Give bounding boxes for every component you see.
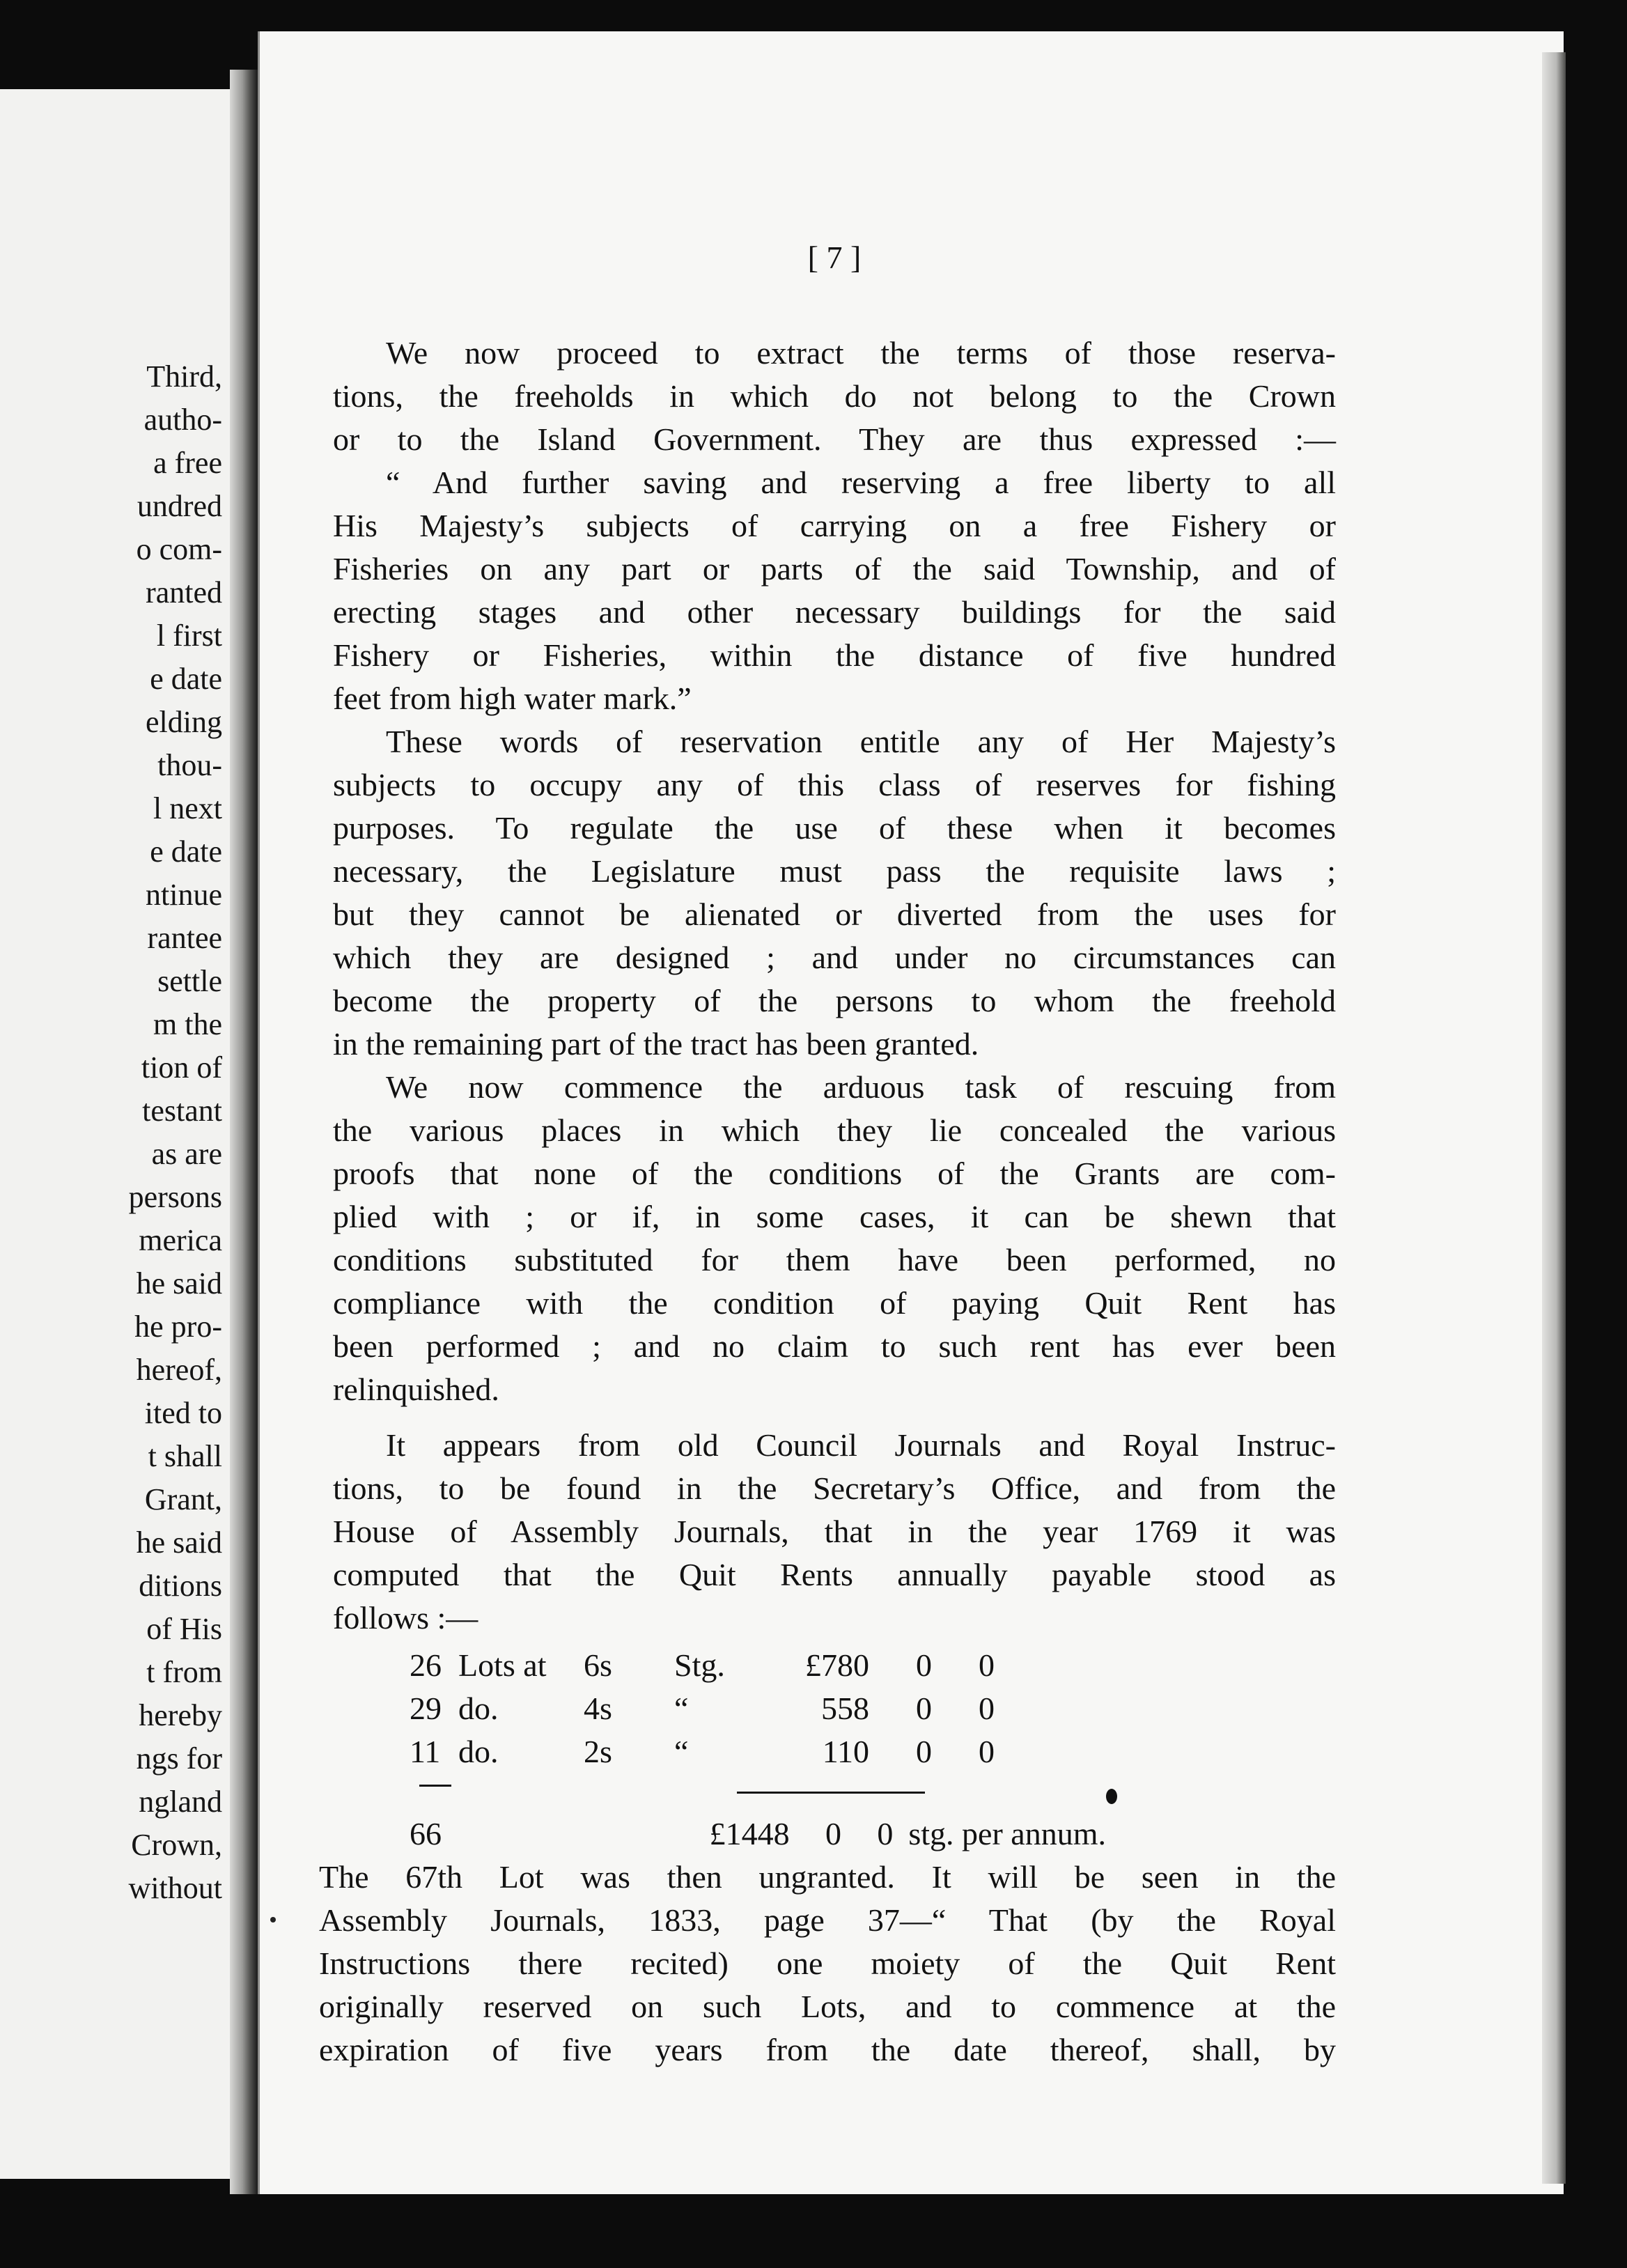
amount-pence: 0 bbox=[979, 1691, 995, 1726]
text-line: computed that the Quit Rents annually payable stood as bbox=[333, 1557, 1336, 1592]
text-line: “ And further saving and reserving a free liberty to all bbox=[386, 465, 1336, 500]
text-line: It appears from old Council Journals and Royal Instruc- bbox=[386, 1427, 1336, 1463]
page-body bbox=[319, 230, 1336, 2072]
amount-pounds: 110 bbox=[822, 1734, 869, 1769]
facing-page-fragment: persons bbox=[128, 1180, 222, 1214]
facing-page-fragment: Grant, bbox=[144, 1482, 222, 1516]
facing-page-fragment: merica bbox=[139, 1223, 222, 1257]
currency-mark: Stg. bbox=[674, 1647, 725, 1683]
text-line: tions, to be found in the Secretary’s Office, and from the bbox=[333, 1470, 1336, 1506]
text-line: or to the Island Government. They are thus expressed :— bbox=[333, 421, 1336, 457]
text-line: the various places in which they lie concealed the various bbox=[333, 1112, 1336, 1148]
total-amount-shillings: 0 bbox=[825, 1816, 841, 1851]
text-line: been performed ; and no claim to such rent has ever been bbox=[333, 1328, 1336, 1364]
page-edge-shadow bbox=[1542, 52, 1566, 2184]
facing-page-fragment: autho- bbox=[143, 403, 222, 437]
text-line: purposes. To regulate the use of these when it becomes bbox=[333, 810, 1336, 846]
facing-page-fragment: rantee bbox=[147, 921, 222, 955]
facing-page-fragment: ngland bbox=[139, 1785, 222, 1819]
facing-page-fragment: e date bbox=[150, 834, 222, 869]
amount-sum-rule bbox=[737, 1792, 925, 1794]
text-line: These words of reservation entitle any of Her Majesty’s bbox=[386, 724, 1336, 759]
text-line: plied with ; or if, in some cases, it can be shewn that bbox=[333, 1199, 1336, 1234]
ink-speck bbox=[270, 1917, 276, 1923]
text-line: Assembly Journals, 1833, page 37—“ That (by the Royal bbox=[319, 1902, 1336, 1938]
facing-page-fragment: he pro- bbox=[134, 1310, 222, 1344]
amount-pounds: 558 bbox=[821, 1691, 869, 1726]
facing-page bbox=[0, 89, 240, 2179]
page-number: [ 7 ] bbox=[807, 240, 862, 275]
total-suffix: stg. per annum. bbox=[908, 1816, 1106, 1851]
facing-page-fragment: l first bbox=[156, 619, 222, 653]
paragraph-quit-rents-1769 bbox=[333, 1424, 1336, 1640]
facing-page-fragment: ditions bbox=[139, 1569, 222, 1603]
facing-page-fragment: Crown, bbox=[131, 1828, 222, 1862]
table-total-row bbox=[410, 1812, 1106, 1856]
table-row bbox=[410, 1687, 1106, 1730]
text-line: We now proceed to extract the terms of those reserva- bbox=[386, 335, 1336, 371]
text-line: Instructions there recited) one moiety of the Quit Rent bbox=[319, 1945, 1336, 1981]
book-gutter-shadow bbox=[230, 70, 258, 2194]
text-line: follows :— bbox=[333, 1600, 478, 1636]
facing-page-fragment: e date bbox=[150, 662, 222, 696]
facing-page-fragment: ranted bbox=[146, 575, 222, 609]
sum-rules bbox=[410, 1785, 1106, 1812]
text-line: become the property of the persons to whom the freehold bbox=[333, 983, 1336, 1018]
facing-page-fragment: ntinue bbox=[146, 878, 222, 912]
facing-page-fragment: settle bbox=[157, 964, 222, 998]
text-line: House of Assembly Journals, that in the year 1769 it was bbox=[333, 1514, 1336, 1549]
text-line: His Majesty’s subjects of carrying on a free Fishery or bbox=[333, 508, 1336, 543]
lot-count: 29 bbox=[410, 1691, 442, 1726]
lot-sum-rule bbox=[419, 1785, 451, 1787]
text-line: originally reserved on such Lots, and to commence at the bbox=[319, 1989, 1336, 2024]
facing-page-fragment: thou- bbox=[157, 748, 222, 782]
facing-page-fragment: without bbox=[128, 1871, 222, 1905]
ink-blot bbox=[1106, 1789, 1117, 1804]
text-line: compliance with the condition of paying Quit Rent has bbox=[333, 1285, 1336, 1321]
lot-count: 26 bbox=[410, 1647, 442, 1683]
facing-page-fragment: testant bbox=[142, 1094, 222, 1128]
text-line: necessary, the Legislature must pass the requisite laws ; bbox=[333, 853, 1336, 889]
text-line: Fisheries on any part or parts of the said Township, and of bbox=[333, 551, 1336, 587]
text-line: relinquished. bbox=[333, 1372, 499, 1407]
text-line: which they are designed ; and under no circumstances can bbox=[333, 940, 1336, 975]
lot-count: 11 bbox=[410, 1734, 441, 1769]
facing-page-fragment: Third, bbox=[146, 359, 222, 394]
rent-rate: 4s bbox=[584, 1691, 612, 1726]
facing-page-fragment: as are bbox=[151, 1137, 222, 1171]
facing-page-fragment: tion of bbox=[141, 1050, 222, 1085]
quit-rent-table bbox=[410, 1644, 1106, 1856]
amount-pounds: £780 bbox=[805, 1647, 869, 1683]
facing-page-fragment: elding bbox=[146, 705, 222, 739]
facing-page-fragment: ngs for bbox=[136, 1741, 222, 1776]
total-amount-pounds: £1448 bbox=[709, 1816, 790, 1851]
text-line: tions, the freeholds in which do not belong to the Crown bbox=[333, 378, 1336, 414]
facing-page-fragment: m the bbox=[153, 1007, 222, 1041]
facing-page-fragment: t from bbox=[146, 1655, 222, 1689]
text-line: erecting stages and other necessary buildings for the said bbox=[333, 594, 1336, 630]
lot-label: Lots at bbox=[458, 1647, 547, 1683]
table-row bbox=[410, 1730, 1106, 1773]
text-line: feet from high water mark.” bbox=[333, 681, 692, 716]
facing-page-fragment: hereby bbox=[139, 1698, 222, 1732]
facing-page-fragment: t shall bbox=[148, 1439, 222, 1473]
amount-shillings: 0 bbox=[916, 1734, 932, 1769]
amount-shillings: 0 bbox=[916, 1691, 932, 1726]
currency-mark: “ bbox=[674, 1691, 689, 1726]
facing-page-fragment: he said bbox=[136, 1525, 222, 1560]
text-line: but they cannot be alienated or diverted from the uses for bbox=[333, 896, 1336, 932]
amount-shillings: 0 bbox=[916, 1647, 932, 1683]
facing-page-fragment: he said bbox=[136, 1266, 222, 1300]
facing-page-fragment: hereof, bbox=[136, 1353, 222, 1387]
rent-rate: 6s bbox=[584, 1647, 612, 1683]
facing-page-fragment: l next bbox=[153, 791, 222, 825]
text-line: in the remaining part of the tract has been granted. bbox=[333, 1026, 979, 1062]
paragraph-assembly-journals bbox=[319, 1856, 1336, 2072]
facing-page-text-fragments bbox=[0, 355, 222, 1910]
text-line: expiration of five years from the date thereof, shall, by bbox=[319, 2032, 1336, 2067]
lot-label: do. bbox=[458, 1734, 499, 1769]
facing-page-fragment: of His bbox=[146, 1612, 222, 1646]
paragraph-reservation-effect bbox=[333, 720, 1336, 1066]
facing-page-fragment: o com- bbox=[136, 532, 222, 566]
paragraph-reservations-intro bbox=[333, 332, 1336, 461]
amount-pence: 0 bbox=[979, 1647, 995, 1683]
quoted-reservation-clause bbox=[333, 461, 1336, 720]
currency-mark: “ bbox=[674, 1734, 689, 1769]
text-line: conditions substituted for them have been performed, no bbox=[333, 1242, 1336, 1277]
paragraph-conditions bbox=[333, 1066, 1336, 1411]
amount-pence: 0 bbox=[979, 1734, 995, 1769]
table-row bbox=[410, 1644, 1106, 1687]
facing-page-fragment: undred bbox=[137, 489, 222, 523]
total-amount-pence: 0 bbox=[877, 1816, 894, 1851]
text-line: The 67th Lot was then ungranted. It will be seen in the bbox=[319, 1859, 1336, 1895]
facing-page-fragment: a free bbox=[153, 446, 222, 480]
rent-rate: 2s bbox=[584, 1734, 612, 1769]
text-line: Fishery or Fisheries, within the distance of five hundred bbox=[333, 637, 1336, 673]
text-line: proofs that none of the conditions of the Grants are com- bbox=[333, 1156, 1336, 1191]
facing-page-fragment: ited to bbox=[144, 1396, 222, 1430]
text-line: We now commence the arduous task of rescuing from bbox=[386, 1069, 1336, 1105]
lot-label: do. bbox=[458, 1691, 499, 1726]
total-lot-count: 66 bbox=[410, 1816, 442, 1851]
text-line: subjects to occupy any of this class of reserves for fishing bbox=[333, 767, 1336, 802]
